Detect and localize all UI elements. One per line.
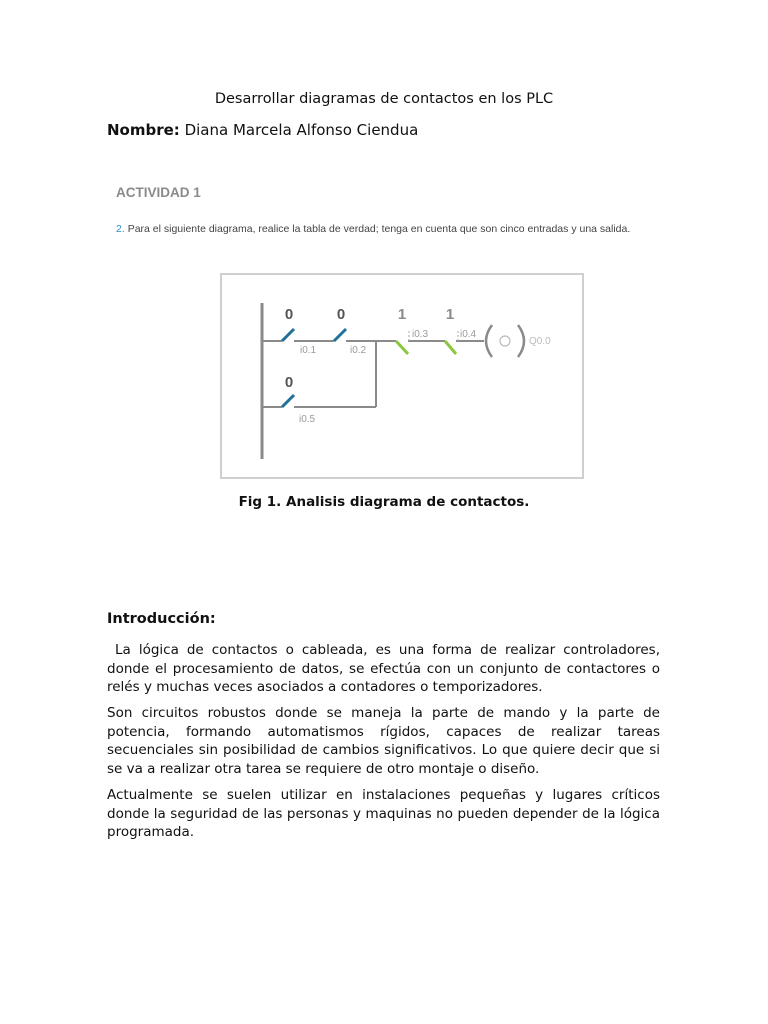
instruction-text: Para el siguiente diagrama, realice la tabla de verdad; tenga en cuenta que son cinco entradas y una salida.	[127, 223, 631, 235]
coil-left-arc	[486, 325, 492, 357]
contact-i0-2-symbol	[334, 329, 346, 341]
ladder-diagram	[222, 275, 582, 477]
contact-i0-4-address: i0.4	[460, 329, 477, 340]
contact-i0-3-address: i0.3	[412, 329, 429, 340]
activity-heading: ACTIVIDAD 1	[116, 185, 201, 200]
contact-i0-1-address: i0.1	[300, 345, 317, 356]
coil-address: Q0.0	[529, 336, 551, 347]
introduction-heading: Introducción:	[107, 611, 216, 627]
name-label: Nombre:	[107, 121, 180, 139]
item-number: 2.	[116, 223, 125, 235]
contact-i0-1-state: 0	[284, 306, 294, 323]
coil-center	[500, 336, 510, 346]
name-line	[107, 121, 418, 139]
contact-i0-5-symbol	[282, 395, 294, 407]
contact-i0-4-state: 1	[445, 306, 455, 323]
introduction-paragraph: Actualmente se suelen utilizar en instalaciones pequeñas y lugares críticos donde la seguridad de las personas y maquinas no pueden depender de la lógica programada.	[107, 787, 660, 840]
introduction-paragraph: Son circuitos robustos donde se maneja la parte de mando y la parte de potencia, formando automatismos rígidos, capaces de realizar tareas secuenciales sin posibilidad de cambios significativos. Lo que quiere decir que si se va a realizar otra tarea se requiere de otro montaje o diseño.	[107, 705, 660, 777]
document-title: Desarrollar diagramas de contactos en los PLC	[214, 91, 554, 107]
coil-right-arc	[518, 325, 524, 357]
introduction-paragraph: La lógica de contactos o cableada, es una forma de realizar controladores, donde el procesamiento de datos, se efectúa con un conjunto de contactores o relés y muchas veces asociados a contadores o temporizadores.	[107, 642, 665, 695]
activity-instruction	[116, 223, 630, 235]
figure-caption: Fig 1. Analisis diagrama de contactos.	[238, 494, 530, 510]
name-value: Diana Marcela Alfonso Ciendua	[184, 121, 419, 139]
contact-i0-5-state: 0	[284, 374, 294, 391]
contact-i0-1-symbol	[282, 329, 294, 341]
contact-i0-4-symbol	[445, 341, 456, 354]
ladder-diagram-figure	[220, 273, 584, 479]
contact-i0-5-address: i0.5	[299, 414, 316, 425]
contact-i0-2-state: 0	[336, 306, 346, 323]
contact-i0-3-state: 1	[397, 306, 407, 323]
contact-i0-2-address: i0.2	[350, 345, 367, 356]
contact-i0-3-symbol	[396, 341, 408, 354]
